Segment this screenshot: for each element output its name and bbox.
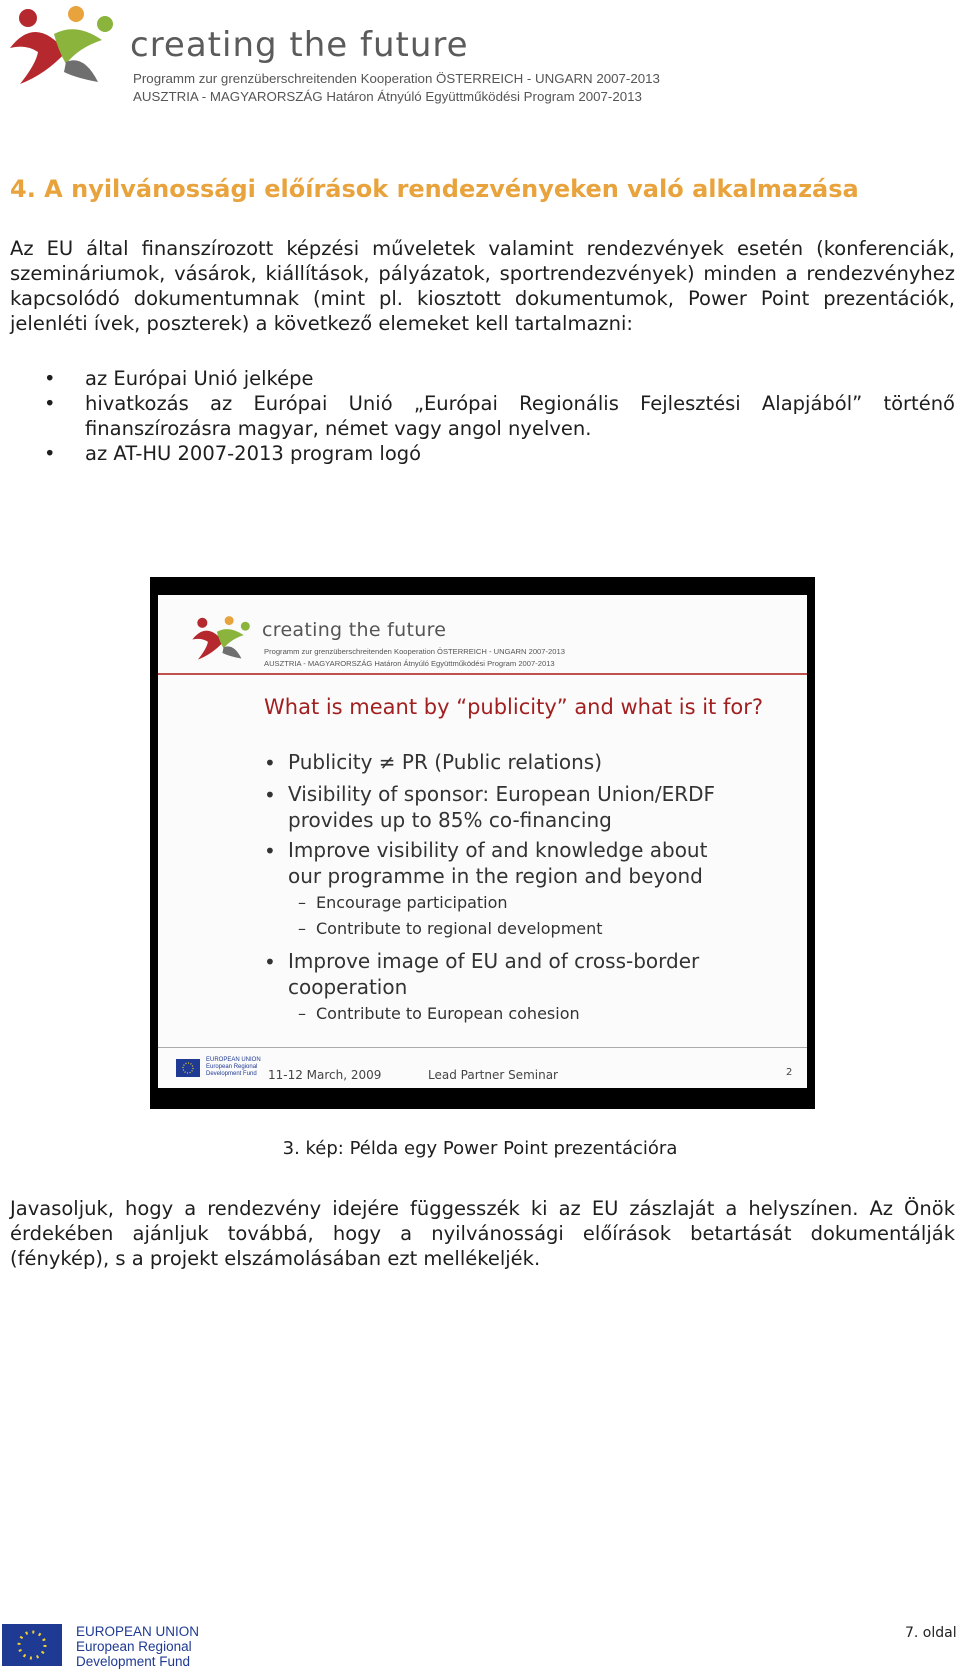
slide-bullet-icon: •: [264, 751, 276, 775]
slide-event-name: Lead Partner Seminar: [428, 1068, 558, 1082]
slide-bullet-text: Improve image of EU and of cross-border: [288, 949, 700, 973]
slide-title: What is meant by “publicity” and what is it for?: [264, 695, 763, 719]
bullet-icon: •: [44, 442, 56, 465]
slide-logo-icon: [190, 615, 256, 663]
slide-bullet-text: cooperation: [288, 975, 408, 999]
slide-sub-bullet: Contribute to European cohesion: [316, 1004, 580, 1023]
slide-sub-bullet: Contribute to regional development: [316, 919, 603, 938]
slide-bullet-icon: •: [264, 839, 276, 863]
slide-bullet-icon: •: [264, 950, 276, 974]
list-item: az AT-HU 2007-2013 program logó: [85, 442, 422, 465]
slide-bullet-text: Publicity ≠ PR (Public relations): [288, 750, 602, 774]
intro-paragraph: Az EU által finanszírozott képzési műveletek valamint rendezvények esetén (konferenciák, szemináriumok, vásárok, kiállítások, pályázatok, sportrendezvények) minden a rendezvényhez kapcsolódó dokumentumnak (mint pl. kiosztott dokumentumok, Power Point prezentációk, jelenléti ívek, poszterek) a következő elemeket kell tartalmazni:: [10, 237, 955, 335]
slide-sub-bullet: Encourage participation: [316, 893, 508, 912]
closing-paragraph: Javasoljuk, hogy a rendezvény idejére függesszék ki az EU zászlaját a helyszínen. Az Önök érdekében ajánljuk továbbá, hogy a nyilvánossági előírások betartását dokumentálják (fénykép), s a projekt elszámolásában ezt mellékeljék.: [10, 1197, 955, 1270]
header-subtitle-de: Programm zur grenzüberschreitenden Kooperation ÖSTERREICH - UNGARN 2007-2013: [133, 71, 660, 86]
slide-bullet-text: provides up to 85% co-financing: [288, 808, 612, 832]
slide-dash-icon: –: [298, 1004, 306, 1023]
slide-divider: [158, 673, 807, 675]
page-number: 7. oldal: [905, 1625, 957, 1641]
figure-caption: 3. kép: Példa egy Power Point prezentációra: [282, 1138, 678, 1159]
slide-bullet-text: our programme in the region and beyond: [288, 864, 703, 888]
slide-page-number: 2: [786, 1067, 793, 1078]
eu-flag-icon: [176, 1059, 200, 1077]
footer-eu-label: EUROPEAN UNION European Regional Development Fund: [76, 1624, 200, 1669]
bullet-icon: •: [44, 367, 56, 390]
slide-subtitle-hu: AUSZTRIA - MAGYARORSZÁG Határon Átnyúló Együttműködési Program 2007-2013: [264, 659, 555, 668]
slide-subtitle-de: Programm zur grenzüberschreitenden Kooperation ÖSTERREICH - UNGARN 2007-2013: [264, 647, 565, 656]
eu-flag-icon: [2, 1624, 62, 1666]
powerpoint-slide-image: [150, 577, 815, 1109]
slide-footer-divider: [158, 1047, 807, 1048]
slide-bullet-icon: •: [264, 783, 276, 807]
slide-dash-icon: –: [298, 893, 306, 912]
header-subtitle-hu: AUSZTRIA - MAGYARORSZÁG Határon Átnyúló Együttműködési Program 2007-2013: [133, 89, 642, 104]
slide-bullet-text: Improve visibility of and knowledge about: [288, 838, 708, 862]
slide-date: 11-12 March, 2009: [268, 1068, 382, 1082]
program-logo-icon: [6, 4, 124, 90]
header-brand: creating the future: [130, 25, 469, 65]
slide-dash-icon: –: [298, 919, 306, 938]
section-heading: 4. A nyilvánossági előírások rendezvényeken való alkalmazása: [10, 175, 859, 203]
slide-brand: creating the future: [262, 619, 447, 641]
slide-eu-label: EUROPEAN UNION European Regional Development Fund: [206, 1057, 261, 1077]
list-item: hivatkozás az Európai Unió „Európai Regionális Fejlesztési Alapjából” történő finanszírozásra magyar, német vagy angol nyelven.: [85, 392, 955, 440]
slide-bullet-text: Visibility of sponsor: European Union/ERDF: [288, 782, 716, 806]
slide-canvas: [158, 595, 807, 1088]
bullet-icon: •: [44, 392, 56, 415]
list-item: az Európai Unió jelképe: [85, 367, 314, 390]
